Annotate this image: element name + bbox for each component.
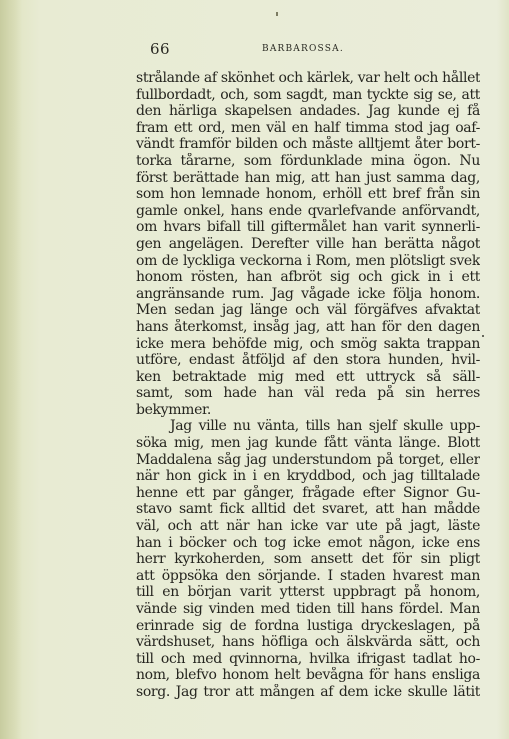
text-line: erinrade sig de fordna lustiga dryckeslagen, på [136,617,480,634]
text-line: ken betraktade mig med ett uttryck så säll- [136,368,480,385]
margin-dot [482,335,484,337]
text-line: till en början varit ytterst uppbragt på honom, [136,584,480,601]
printer-mark [276,12,278,16]
text-line: icke mera behöfde mig, och smög sakta trappan [136,335,480,352]
text-line: Maddalena såg jag understundom på torget, eller [136,451,480,468]
page-number: 66 [150,40,171,58]
text-line: när hon gick in i en kryddbod, och jag tilltalade [136,468,480,485]
text-line: vände sig vinden med tiden till hans fördel. Man [136,601,480,617]
paragraph-end-line: bekymmer. [136,401,211,418]
text-line: henne ett par gånger, frågade efter Signor Gu- [136,484,480,501]
text-line: först berättade han mig, att han just samma dag, [136,169,480,186]
page-edge-shadow [497,0,509,739]
binding-gutter [0,0,22,739]
text-line: vändt framför bilden och måste alltjemt åter bort- [136,136,480,153]
text-line: samt, som hade han väl reda på sin herres [136,385,480,402]
text-line: gamle onkel, hans ende qvarlefvande anförvandt, [136,202,480,219]
text-line: till och med qvinnorna, hvilka ifrigast tadlat ho- [136,650,480,667]
text-line: utföre, endast åtföljd af den stora hunden, hvil- [136,352,480,369]
text-line: väl, och att när han icke var ute på jagt, läste [136,518,480,535]
paragraph-start-line: Jag ville nu vänta, tills han sjelf skulle upp- [170,418,480,435]
text-line: om de lyckliga veckorna i Rom, men plötsligt svek [136,252,480,269]
text-line: stavo samt fick alltid det svaret, att han mådde [136,501,480,518]
text-line: gen angelägen. Derefter ville han berätta något [136,235,480,252]
text-line: nom, blefvo honom helt bevågna för hans ensliga [136,667,480,684]
text-line: hans återkomst, insåg jag, att han för den dagen [136,318,480,335]
text-line: värdshuset, hans höfliga och älskvärda sätt, och [136,634,480,651]
text-line: honom rösten, han afbröt sig och gick in i ett [136,269,480,286]
text-line: att öppsöka den sörjande. I staden hvarest man [136,567,480,584]
text-line: fram ett ord, men väl en half timma stod jag oaf- [136,119,480,136]
page-header [0,40,509,60]
running-head: BARBAROSSA. [262,44,344,54]
text-line: torka tårarne, som fördunklade mina ögon. Nu [136,152,480,169]
text-line: strålande af skönhet och kärlek, var helt och hållet [136,70,480,86]
text-line: han i böcker och tog icke emot någon, icke ens [136,534,480,551]
text-line: om hvars bifall till giftermålet han varit synnerli- [136,219,480,236]
text-line: fullbordadt, och, som sagdt, man tyckte sig se, att [136,86,480,103]
text-line: som hon lemnade honom, erhöll ett bref från sin [136,186,480,203]
text-line: herr kyrkoherden, som ansett det för sin pligt [136,551,480,568]
text-line: den härliga skapelsen andades. Jag kunde ej få [136,103,480,120]
text-line: sorg. Jag tror att mången af dem icke skulle lätit [136,683,480,700]
text-line: angränsande rum. Jag vågade icke följa honom. [136,285,480,302]
body-text [136,70,480,700]
text-line: söka mig, men jag kunde fått vänta länge. Blott [136,435,480,452]
text-line: Men sedan jag länge och väl förgäfves afvaktat [136,302,480,319]
